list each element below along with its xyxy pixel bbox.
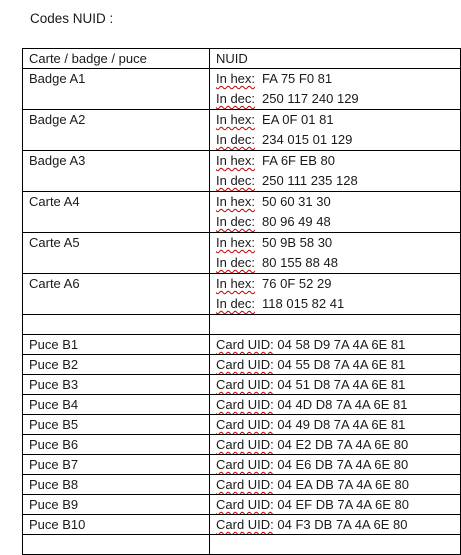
card-nuid — [210, 192, 461, 233]
dec-value: 234 015 01 129 — [262, 132, 353, 147]
uid-label: Card UID: — [216, 357, 274, 372]
uid-label: Card UID: — [216, 437, 274, 452]
dec-line — [216, 212, 460, 232]
table-row — [23, 395, 461, 415]
header-carte: Carte / badge / puce — [23, 49, 210, 69]
card-nuid — [210, 69, 461, 110]
uid-label: Card UID: — [216, 477, 274, 492]
chip-name: Puce B10 — [23, 515, 210, 535]
chip-name: Puce B7 — [23, 455, 210, 475]
document-title: Codes NUID : — [30, 11, 114, 26]
dec-value: 250 117 240 129 — [262, 91, 359, 106]
hex-value: 76 0F 52 29 — [262, 276, 332, 291]
dec-label: In dec: — [216, 132, 256, 147]
dec-value: 250 111 235 128 — [262, 173, 358, 188]
chip-uid — [210, 375, 461, 395]
uid-value: 04 4D D8 7A 4A 6E 81 — [277, 397, 408, 412]
dec-value: 118 015 82 41 — [262, 296, 345, 311]
dec-label: In dec: — [216, 214, 256, 229]
hex-line — [216, 274, 460, 294]
hex-label: In hex: — [216, 276, 256, 291]
empty-cell — [210, 315, 461, 335]
card-name: Carte A5 — [23, 233, 210, 274]
chip-uid — [210, 515, 461, 535]
table-row — [23, 515, 461, 535]
uid-value: 04 58 D9 7A 4A 6E 81 — [277, 337, 406, 352]
chip-uid — [210, 395, 461, 415]
chip-uid — [210, 455, 461, 475]
hex-label: In hex: — [216, 194, 256, 209]
uid-label: Card UID: — [216, 457, 274, 472]
dec-value: 80 155 88 48 — [262, 255, 338, 270]
chip-name: Puce B8 — [23, 475, 210, 495]
hex-line — [216, 192, 460, 212]
chip-name: Puce B4 — [23, 395, 210, 415]
card-name: Badge A2 — [23, 110, 210, 151]
hex-value: EA 0F 01 81 — [262, 112, 334, 127]
dec-value: 80 96 49 48 — [262, 214, 331, 229]
header-nuid: NUID — [210, 49, 461, 69]
table-row — [23, 274, 461, 315]
chip-name: Puce B2 — [23, 355, 210, 375]
table-row — [23, 335, 461, 355]
uid-label: Card UID: — [216, 417, 274, 432]
table-row — [23, 355, 461, 375]
table-row — [23, 233, 461, 274]
uid-value: 04 EA DB 7A 4A 6E 80 — [277, 477, 409, 492]
card-nuid — [210, 110, 461, 151]
hex-label: In hex: — [216, 112, 256, 127]
card-name: Badge A1 — [23, 69, 210, 110]
uid-label: Card UID: — [216, 337, 274, 352]
nuid-table — [22, 48, 461, 555]
table-row — [23, 475, 461, 495]
chip-uid — [210, 475, 461, 495]
uid-label: Card UID: — [216, 377, 274, 392]
card-name: Carte A4 — [23, 192, 210, 233]
hex-label: In hex: — [216, 235, 256, 250]
uid-value: 04 49 D8 7A 4A 6E 81 — [277, 417, 406, 432]
hex-line — [216, 151, 460, 171]
uid-value: 04 F3 DB 7A 4A 6E 80 — [277, 517, 408, 532]
chip-uid — [210, 495, 461, 515]
dec-line — [216, 253, 460, 273]
card-nuid — [210, 274, 461, 315]
hex-label: In hex: — [216, 71, 256, 86]
chip-name: Puce B3 — [23, 375, 210, 395]
table-row — [23, 435, 461, 455]
chip-uid — [210, 415, 461, 435]
hex-value: 50 60 31 30 — [262, 194, 331, 209]
dec-line — [216, 89, 460, 109]
dec-label: In dec: — [216, 296, 256, 311]
chip-name: Puce B6 — [23, 435, 210, 455]
chip-uid — [210, 335, 461, 355]
dec-line — [216, 171, 460, 191]
table-header-row — [23, 49, 461, 69]
card-nuid — [210, 233, 461, 274]
table-row — [23, 151, 461, 192]
dec-label: In dec: — [216, 173, 256, 188]
dec-label: In dec: — [216, 255, 256, 270]
chip-uid — [210, 355, 461, 375]
uid-value: 04 55 D8 7A 4A 6E 81 — [277, 357, 406, 372]
table-row — [23, 495, 461, 515]
empty-cell — [23, 315, 210, 335]
hex-value: FA 75 F0 81 — [262, 71, 333, 86]
hex-label: In hex: — [216, 153, 256, 168]
chip-name: Puce B5 — [23, 415, 210, 435]
hex-line — [216, 110, 460, 130]
table-row — [23, 69, 461, 110]
card-nuid — [210, 151, 461, 192]
hex-value: FA 6F EB 80 — [262, 153, 336, 168]
uid-label: Card UID: — [216, 497, 274, 512]
hex-value: 50 9B 58 30 — [262, 235, 333, 250]
table-row — [23, 375, 461, 395]
table-row — [23, 110, 461, 151]
table-row — [23, 415, 461, 435]
card-name: Badge A3 — [23, 151, 210, 192]
uid-label: Card UID: — [216, 517, 274, 532]
empty-row — [23, 315, 461, 335]
hex-line — [216, 69, 460, 89]
chip-name: Puce B1 — [23, 335, 210, 355]
uid-label: Card UID: — [216, 397, 274, 412]
uid-value: 04 E6 DB 7A 4A 6E 80 — [277, 457, 409, 472]
table-row — [23, 455, 461, 475]
card-name: Carte A6 — [23, 274, 210, 315]
dec-line — [216, 294, 460, 314]
chip-name: Puce B9 — [23, 495, 210, 515]
hex-line — [216, 233, 460, 253]
uid-value: 04 E2 DB 7A 4A 6E 80 — [277, 437, 409, 452]
dec-label: In dec: — [216, 91, 256, 106]
table-row — [23, 192, 461, 233]
dec-line — [216, 130, 460, 150]
uid-value: 04 EF DB 7A 4A 6E 80 — [277, 497, 409, 512]
chip-uid — [210, 435, 461, 455]
uid-value: 04 51 D8 7A 4A 6E 81 — [277, 377, 406, 392]
